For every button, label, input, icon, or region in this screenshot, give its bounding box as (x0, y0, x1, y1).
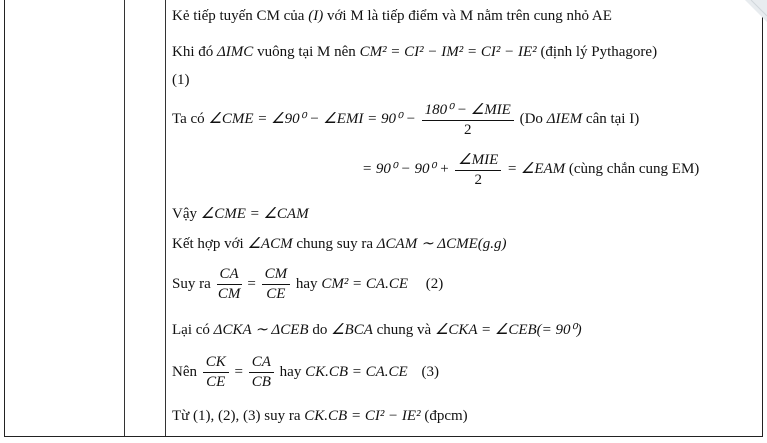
math: ∠ACM (247, 236, 293, 252)
text: chung suy ra (296, 236, 373, 252)
fraction (262, 266, 291, 303)
math: ΔIMC (217, 44, 254, 60)
math: (I) (308, 8, 324, 24)
numerator: CM (262, 266, 291, 285)
line-10 (172, 354, 439, 391)
text: cân tại I) (585, 110, 640, 127)
line-6 (172, 204, 309, 223)
numerator: CA (249, 354, 274, 373)
text: Lại có (172, 322, 210, 338)
math: ΔCAM ∼ ΔCME(g.g) (376, 236, 507, 252)
math: CM² = CI² − IM² = CI² − IE² (359, 44, 537, 60)
text: Ta có (172, 110, 205, 127)
text: Kẻ tiếp tuyến CM của (172, 8, 305, 24)
column-divider-1 (124, 0, 125, 436)
text: Suy ra (172, 275, 211, 292)
column-divider-2 (165, 0, 166, 436)
math: ΔCKA ∼ ΔCEB (213, 322, 309, 338)
line-3 (172, 72, 190, 89)
line-5 (362, 150, 699, 189)
fraction (249, 354, 274, 391)
text: hay (295, 275, 318, 292)
denominator: 2 (474, 172, 482, 188)
text: (cùng chắn cung EM) (568, 160, 700, 177)
equals-sign: = (234, 363, 243, 380)
text: do (312, 322, 328, 338)
text: vuông tại M nên (257, 44, 356, 60)
line-9 (172, 320, 582, 339)
denominator: CE (266, 286, 286, 302)
equals-sign: = (247, 275, 256, 292)
math: ∠CME = ∠CAM (200, 206, 309, 222)
equation-number: (1) (172, 72, 190, 88)
math: CM² = CA.CE (321, 275, 409, 292)
line-2 (172, 44, 657, 61)
numerator: CK (203, 354, 229, 373)
numerator: ∠MIE (455, 150, 501, 171)
fraction (422, 100, 514, 139)
text: Kết hợp với (172, 236, 244, 252)
line-1 (172, 8, 612, 25)
denominator: 2 (463, 122, 472, 138)
text: Nên (172, 363, 197, 380)
equation-number: (2) (425, 275, 444, 292)
math: CK.CB = CA.CE (305, 363, 408, 380)
text: Từ (1), (2), (3) suy ra (172, 408, 301, 424)
text: Khi đó (172, 44, 214, 60)
math: CK.CB = CI² − IE² (304, 408, 421, 424)
math: = 90⁰ − 90⁰ + (362, 160, 450, 177)
math: ∠BCA (331, 322, 373, 338)
text: (đpcm) (424, 408, 468, 424)
equation-number: (3) (421, 363, 439, 380)
math: = ∠EAM (507, 160, 566, 177)
denominator: CM (217, 286, 241, 302)
line-7 (172, 234, 506, 253)
fraction (217, 266, 242, 303)
text: với M là tiếp điểm và M nằm trên cung nhỏ AE (326, 8, 612, 24)
text: (định lý Pythagore) (540, 44, 658, 60)
text: hay (279, 363, 302, 380)
line-11 (172, 408, 468, 425)
fraction (203, 354, 229, 391)
math: ∠CKA = ∠CEB(= 90⁰) (434, 322, 582, 338)
corner-decoration-icon (741, 0, 767, 26)
denominator: CE (206, 374, 226, 390)
math: ∠CME = ∠90⁰ − ∠EMI = 90⁰ − (208, 110, 416, 127)
numerator: CA (217, 266, 242, 285)
text: chung và (376, 322, 432, 338)
denominator: CB (251, 374, 271, 390)
math: ΔIEM (546, 110, 583, 127)
line-8 (172, 266, 443, 303)
line-4 (172, 100, 639, 139)
text: Vậy (172, 206, 197, 222)
text: (Do (519, 110, 543, 127)
numerator: 180⁰ − ∠MIE (422, 100, 514, 121)
fraction (455, 150, 501, 189)
